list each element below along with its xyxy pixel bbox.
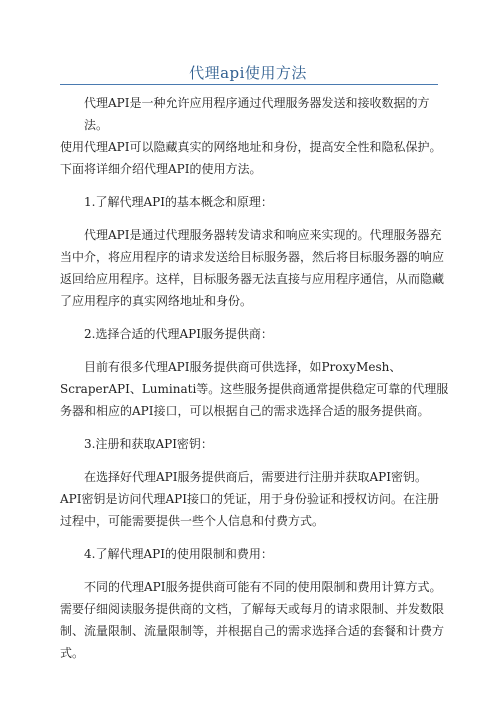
section-line: 需要仔细阅读服务提供商的文档，了解每天或每月的请求限制、并发数限 xyxy=(60,602,445,616)
section-heading: 3.注册和获取API密钥： xyxy=(84,437,213,451)
section-line: 了应用程序的真实网络地址和身份。 xyxy=(60,294,253,308)
title-underline xyxy=(60,84,438,85)
intro-line: 使用代理API可以隐藏真实的网络地址和身份，提高安全性和隐私保护。 xyxy=(60,140,442,154)
section-line: 目前有很多代理API服务提供商可供选择，如ProxyMesh、 xyxy=(84,360,402,374)
section-line: ScraperAPI、Luminati等。这些服务提供商通常提供稳定可靠的代理服 xyxy=(60,382,449,396)
section-line: 制、流量限制、流量限制等，并根据自己的需求选择合适的套餐和计费方 xyxy=(60,624,445,638)
intro-line: 下面将详细介绍代理API的使用方法。 xyxy=(60,162,262,176)
document-body xyxy=(60,92,450,664)
document-title: 代理api使用方法 xyxy=(189,64,307,82)
section-line: 不同的代理API服务提供商可能有不同的使用限制和费用计算方式。 xyxy=(84,580,442,594)
section-line: API密钥是访问代理API接口的凭证，用于身份验证和授权访问。在注册 xyxy=(60,492,439,506)
section-line: 在选择好代理API服务提供商后，需要进行注册并获取API密钥。 xyxy=(84,470,427,484)
section-heading: 1.了解代理API的基本概念和原理： xyxy=(84,195,273,209)
section-line: 务器和相应的API接口，可以根据自己的需求选择合适的服务提供商。 xyxy=(60,404,430,418)
section-line: 代理API是通过代理服务器转发请求和响应来实现的。代理服务器充 xyxy=(84,228,442,242)
intro-line: 代理API是一种允许应用程序通过代理服务器发送和接收数据的方法。 xyxy=(84,96,430,132)
section-heading: 2.选择合适的代理API服务提供商： xyxy=(84,327,273,341)
section-heading: 4.了解代理API的使用限制和费用： xyxy=(84,547,273,561)
section-line: 过程中，可能需要提供一些个人信息和付费方式。 xyxy=(60,514,325,528)
section-line: 式。 xyxy=(60,646,85,660)
section-line: 返回给应用程序。这样，目标服务器无法直接与应用程序通信，从而隐藏 xyxy=(60,272,445,286)
section-line: 当中介，将应用程序的请求发送给目标服务器，然后将目标服务器的响应 xyxy=(60,250,445,264)
